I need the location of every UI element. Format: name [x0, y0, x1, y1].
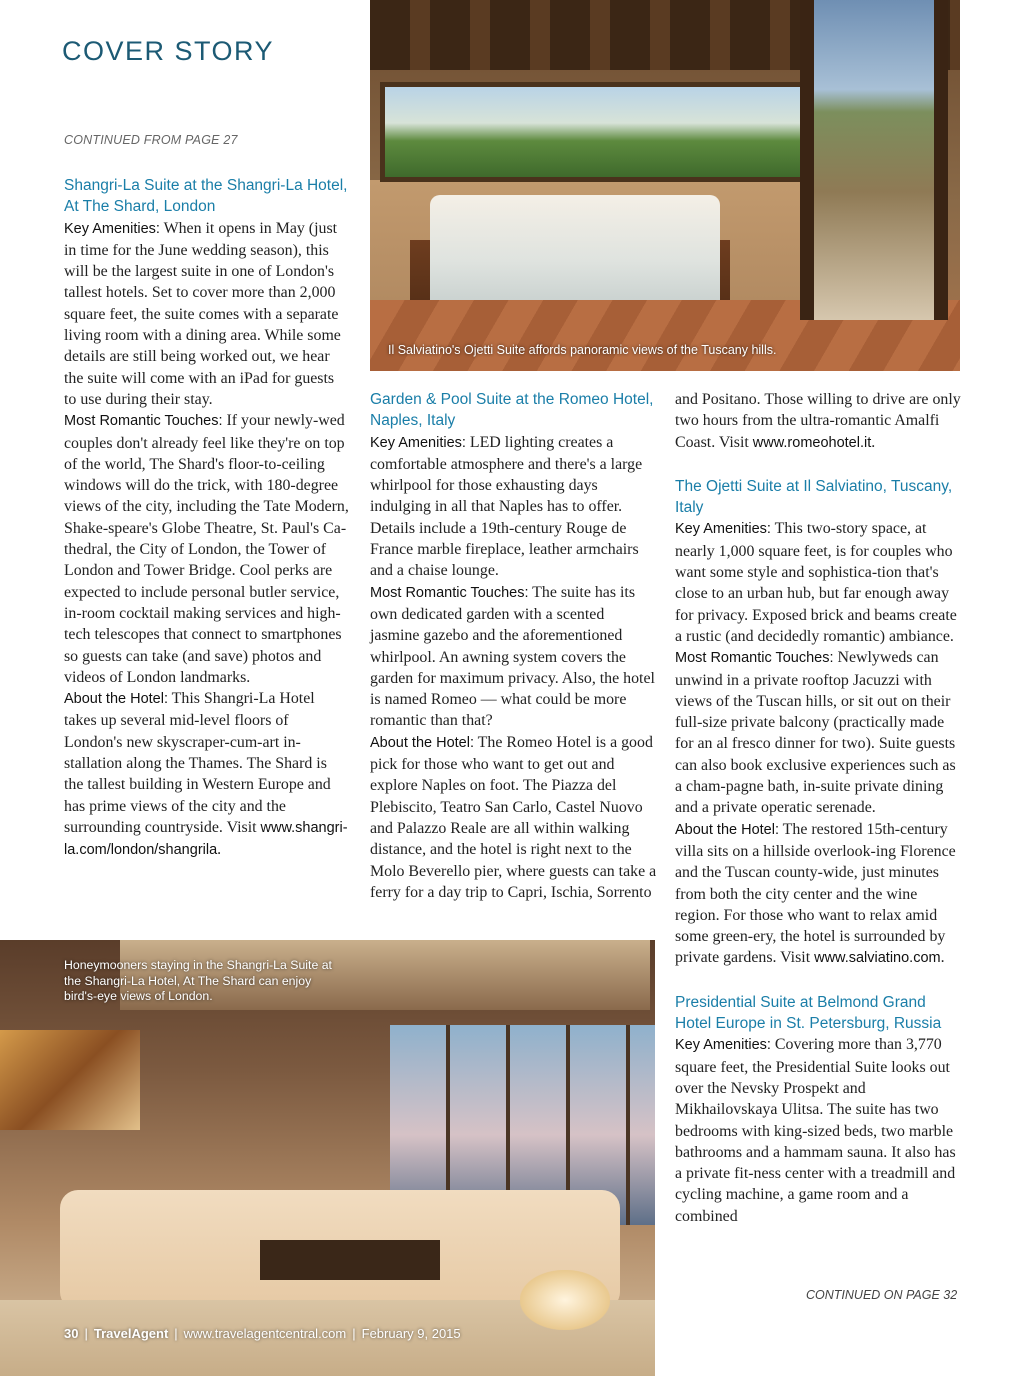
col1-about-label: About the Hotel: [64, 691, 168, 708]
col2-about-label: About the Hotel: [370, 734, 474, 751]
col1-about-text: This Shangri-La Hotel takes up several mid-level floors of London's new skyscraper-cum-art in-stallation along the Thames. The Shard is the tallest building in Western Europe and has prime views of the city and the surrounding countryside. Visit [64, 690, 331, 836]
col3-s2-romantic-label: Most Romantic Touches: [675, 650, 834, 667]
col2-about-text: The Romeo Hotel is a good pick for those who want to get out and explore Naples on foot. The Piazza del Plebiscito, Teatro San Carlo, Castel Nuovo and Palazzo Reale are all within walking distance, and the hotel is right next to the Molo Beverello pier, where guests can take a ferry for a day trip to Capri, Ischia, Sorrento [370, 733, 657, 901]
col3-cont-url-link[interactable]: www.romeohotel.it [752, 434, 872, 451]
section-title: COVER STORY [62, 36, 275, 66]
col3-s3-amenities-text: Covering more than 3,770 square feet, the Presidential Suite looks out over the Nevsky Prospekt and Mikhailovskaya Ulitsa. The suite has two bedrooms with king-sized beds, two marble bathrooms and a hammam sauna. It also has a private fit-ness center with a treadmill and cycling machine, a game room and a combined [675, 1036, 956, 1225]
col3-s2-end: . [940, 949, 945, 967]
col1-amenities-text: When it opens in May (just in time for the June wedding season), this will be the largest suite in one of London's tallest hotels. Set to cover more than 2,000 square feet, the suite comes with a separate living room with a dining area. While some details are still being worked out, we hear the suite will come with an iPad for guests to use during their stay. [64, 219, 341, 408]
bathtub [430, 195, 720, 305]
col3-cont-text: and Positano. Those willing to drive are only two hours from the ultra-romantic Amalfi Coast. Visit [675, 391, 961, 451]
photo1-caption: Il Salviatino's Ojetti Suite affords panoramic views of the Tuscany hills. [388, 343, 777, 357]
col1-amenities [64, 218, 349, 411]
col2-about [370, 732, 657, 903]
col3-s3-heading: Presidential Suite at Belmond Grand Hotel Europe in St. Petersburg, Russia [675, 993, 942, 1033]
separator: | [84, 1326, 88, 1341]
col1-about [64, 688, 349, 861]
col3-s2-romantic-text: Newlyweds can unwind in a private rooftop Jacuzzi with views of the Tuscan hills, or sit out on their full-size private balcony (practically made for an al fresco dinner for two). Suite guests can also book exclusive experiences such as a cham-pagne bath, in-suite private dining and a private operatic serenade. [675, 649, 956, 817]
photo-shangri-la-suite [0, 940, 655, 1376]
photo2-caption: Honeymooners staying in the Shangri-La Suite at the Shangri-La Hotel, At The Shard can enjoy bird's-eye views of London. [64, 958, 332, 1003]
separator: | [174, 1326, 178, 1341]
spacer [675, 970, 962, 992]
col3-s2-about-text: The restored 15th-century villa sits on a hillside overlook-ing Florence and the Tuscan county-wide, just minutes from both the city center and the wine region. For those who want to relax amid some green-ery, the hotel is surrounded by private gardens. Visit [675, 820, 956, 967]
col3-s2-heading: The Ojetti Suite at Il Salviatino, Tuscany, Italy [675, 477, 953, 517]
coffee-table [260, 1240, 440, 1280]
continued-on-note: CONTINUED ON PAGE 32 [806, 1288, 958, 1302]
col3-s2-url-link[interactable]: www.salviatino.com [814, 950, 941, 967]
panoramic-window [380, 82, 810, 182]
col3-s2-romantic [675, 647, 962, 818]
col2-heading: Garden & Pool Suite at the Romeo Hotel, Naples, Italy [370, 391, 654, 430]
col2-amenities [370, 432, 657, 582]
col3-s2-about-label: About the Hotel: [675, 821, 779, 838]
col2-romantic-text: The suite has its own dedicated garden with a scented jasmine gazebo and the aforementioned whirlpool. An awning system covers the garden for maximum privacy. Also, the hotel is named Romeo — what could be more romantic than that? [370, 583, 655, 730]
continued-from-note: CONTINUED FROM PAGE 27 [64, 133, 238, 147]
issue-date: February 9, 2015 [361, 1326, 461, 1341]
col3-s2-about [675, 819, 962, 970]
separator: | [352, 1326, 356, 1341]
column-1 [64, 175, 349, 862]
table-lamp [520, 1270, 610, 1330]
brand-name: TravelAgent [93, 1326, 169, 1341]
col3-s3-amenities-label: Key Amenities: [675, 1037, 771, 1054]
column-2 [370, 389, 657, 903]
photo-tuscany-bathroom [370, 0, 960, 371]
col1-romantic-label: Most Romantic Touches: [64, 413, 223, 430]
col2-amenities-text: LED lighting creates a comfortable atmosphere and there's a large whirlpool for those exhausting days indulging in all that Naples has to offer. Details include a 19th-century Rouge de France marble fireplace, leather armchairs and a chaise lounge. [370, 433, 643, 580]
page-number: 30 [64, 1326, 79, 1341]
balcony-door [800, 0, 948, 320]
col2-romantic-label: Most Romantic Touches: [370, 584, 529, 601]
col1-romantic [64, 410, 349, 688]
page-footer [64, 1326, 461, 1341]
col1-heading: Shangri-La Suite at the Shangri-La Hotel, At The Shard, London [64, 177, 348, 216]
col3-s2-amenities-label: Key Amenities: [675, 521, 771, 538]
col1-amenities-label: Key Amenities: [64, 220, 160, 237]
col1-url-link[interactable]: www.shangri-la.com/london/shangrila [64, 819, 348, 859]
col1-end: . [217, 841, 222, 859]
col3-continuation [675, 389, 962, 454]
col2-amenities-label: Key Amenities: [370, 434, 466, 451]
wall-painting [0, 1030, 140, 1130]
column-3 [675, 389, 962, 1227]
col3-cont-end: . [871, 433, 876, 451]
col1-romantic-text: If your newly-wed couples don't already feel like they're on top of the world, The Shard's floor-to-ceiling windows will do the trick, with 180-degree views of the city, including the Tate Modern, Shake-speare's Globe Theatre, St. Paul's Ca-thedral, the City of London, the Tower of London and Tower Bridge. Cool perks are expected to include personal butler service, in-room cocktail making services and high-tech telescopes that connect to smartphones so guests can take (and save) photos and videos of London landmarks. [64, 412, 349, 686]
col3-s2-amenities [675, 518, 962, 647]
col3-s3-amenities [675, 1034, 962, 1227]
col2-romantic [370, 582, 657, 732]
col3-s2-amenities-text: This two-story space, at nearly 1,000 square feet, is for couples who want some style and sophistica-tion that's close to an urban hub, but far enough away for privacy. Exposed brick and beams create a rustic (and decidedly romantic) ambiance. [675, 520, 957, 645]
footer-url-link[interactable]: www.travelagentcentral.com [183, 1326, 347, 1341]
spacer [675, 454, 962, 476]
